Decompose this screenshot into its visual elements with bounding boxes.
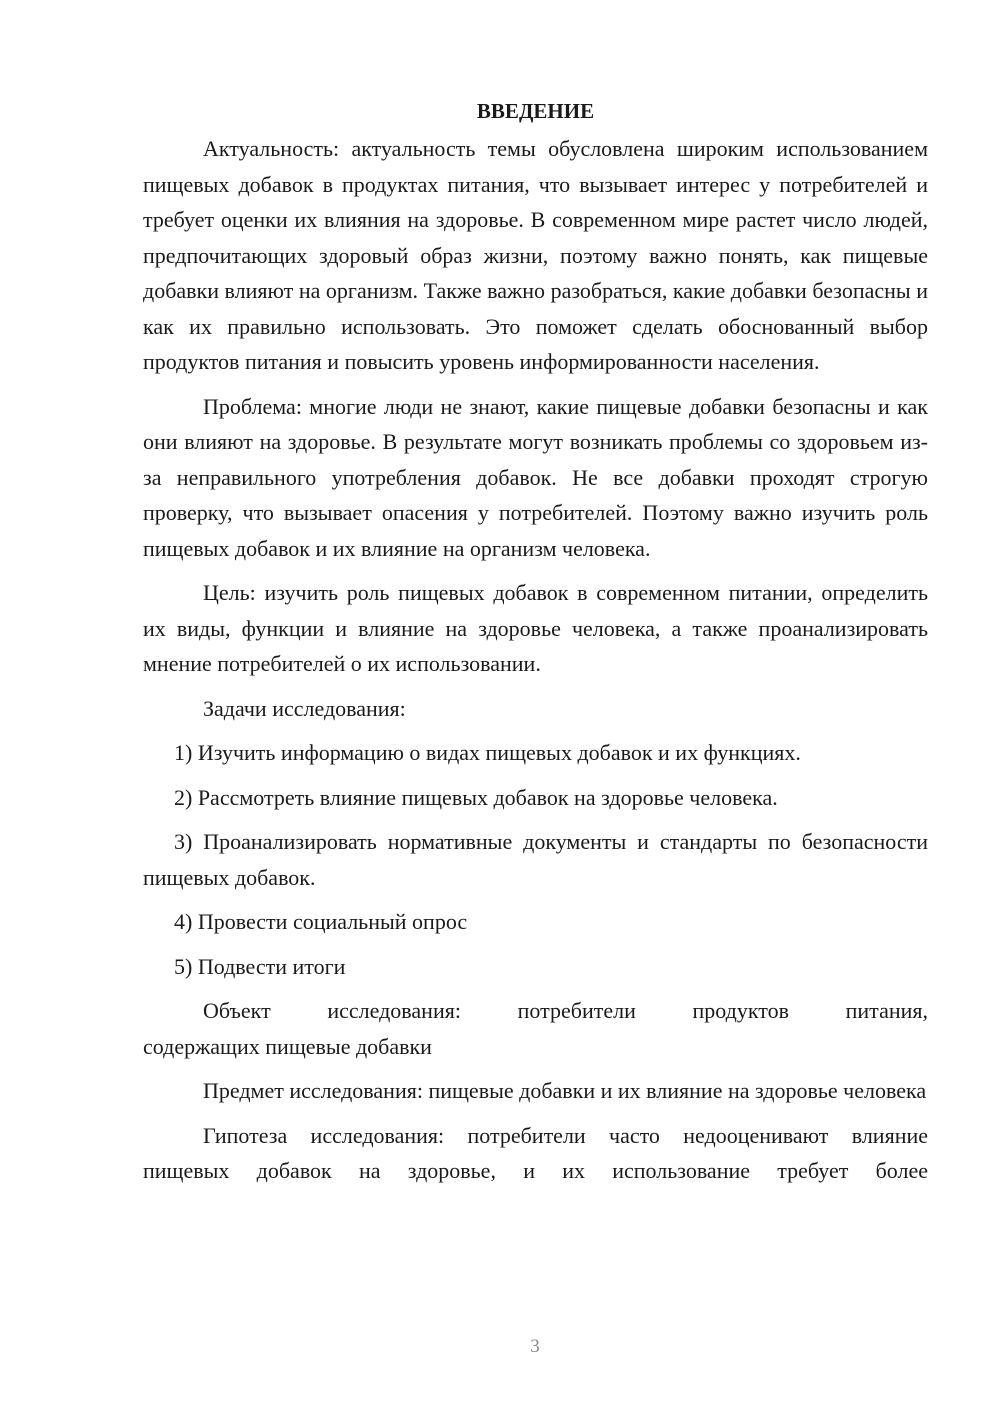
- relevance-paragraph: Актуальность: актуальность темы обусловлена широким использованием пищевых добавок в продуктах питания, что вызывает интерес у потребителей и требует оценки их влияния на здоровье. В современном мире растет число людей, предпочитающих здоровый образ жизни, поэтому важно понять, как пищевые добавки влияют на организм. Также важно разобраться, какие добавки безопасны и как их правильно использовать. Это поможет сделать обоснованный выбор продуктов питания и повысить уровень информированности населения.: [143, 136, 928, 374]
- task-item-5: 5) Подвести итоги: [174, 953, 346, 979]
- task-item-2: 2) Рассмотреть влияние пищевых добавок на здоровье человека.: [174, 784, 778, 810]
- hypothesis-line-2: пищевых добавок на здоровье, и их использование требует более: [143, 1158, 928, 1183]
- task-item-4: 4) Провести социальный опрос: [174, 909, 468, 934]
- subject-paragraph: Предмет исследования: пищевые добавки и их влияние на здоровье человека: [203, 1078, 927, 1103]
- task-item-3: 3) Проанализировать нормативные документы и стандарты по безопасности пищевых добавок.: [143, 829, 928, 890]
- problem-paragraph: Проблема: многие люди не знают, какие пищевые добавки безопасны и как они влияют на здоровье. В результате могут возникать проблемы со здоровьем из-за неправильного употребления добавок. Не все добавки проходят строгую проверку, что вызывает опасения у потребителей. Поэтому важно изучить роль пищевых добавок и их влияние на организм человека.: [143, 393, 928, 561]
- goal-paragraph: Цель: изучить роль пищевых добавок в современном питании, определить их виды, функции и влияние на здоровье человека, а также проанализировать мнение потребителей о их использовании.: [143, 580, 928, 676]
- page-number: 3: [530, 1336, 540, 1357]
- object-line-1: Объект исследования: потребители продуктов питания,: [203, 998, 928, 1023]
- tasks-heading: Задачи исследования:: [203, 695, 406, 721]
- task-item-1: 1) Изучить информацию о видах пищевых добавок и их функциях.: [174, 740, 801, 765]
- document-title: ВВЕДЕНИЕ: [476, 99, 595, 123]
- object-line-2: содержащих пищевые добавки: [143, 1033, 432, 1059]
- hypothesis-line-1: Гипотеза исследования: потребители часто недооценивают влияние: [203, 1122, 928, 1148]
- document-page: [143, 96, 928, 1189]
